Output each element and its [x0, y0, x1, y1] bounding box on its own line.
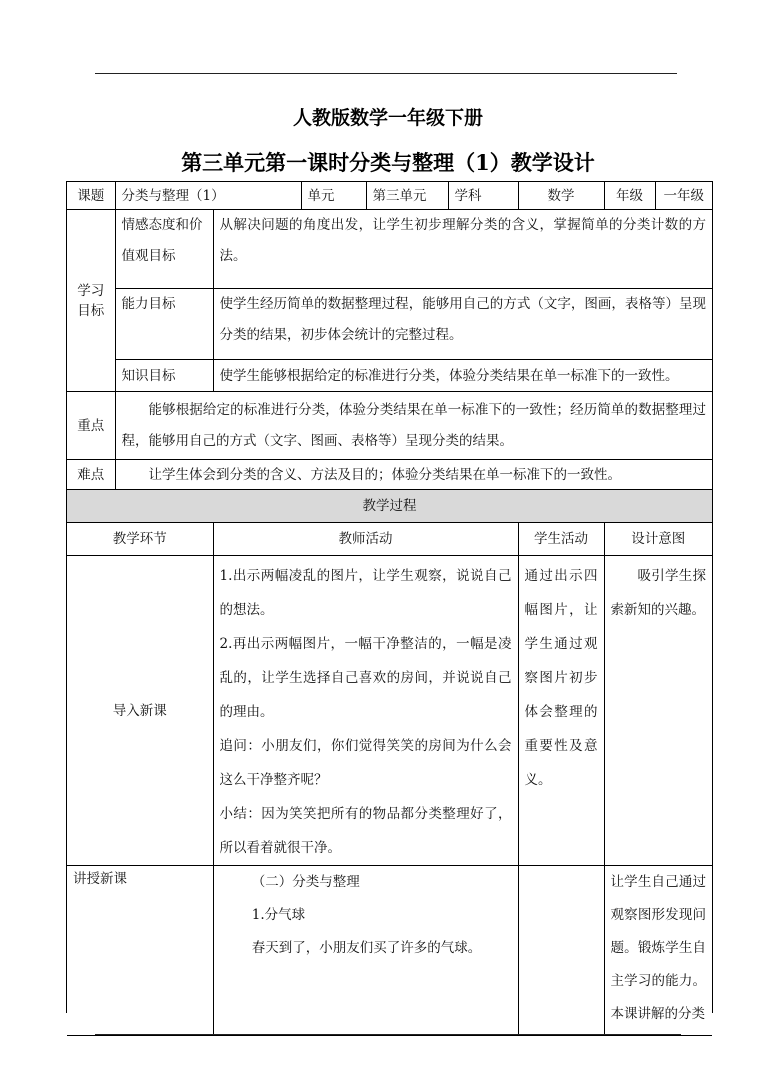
objective-text: 使学生能够根据给定的标准进行分类，体验分类结果在单一标准下的一致性。	[213, 360, 712, 392]
teacher-step: 追问：小朋友们，你们觉得笑笑的房间为什么会这么干净整齐呢？	[219, 738, 512, 788]
process-header-row	[67, 523, 712, 556]
objective-text: 使学生经历简单的数据整理过程，能够用自己的方式（文字，图画，表格等）呈现分类的结果，初步体会统计的完整过程。	[213, 289, 712, 360]
process-row	[67, 556, 712, 866]
objective-row	[67, 210, 712, 289]
page-subtitle: 第三单元第一课时分类与整理（1）教学设计	[181, 150, 595, 175]
page-title: 人教版数学一年级下册	[292, 107, 483, 129]
design-intent: 让学生自己通过观察图形发现问题。锻炼学生自主学习的能力。本课讲解的分类	[604, 866, 712, 1036]
student-activity	[518, 866, 604, 1036]
stage-cell: 讲授新课	[67, 866, 213, 1036]
teacher-step: 小结：因为笑笑把所有的物品都分类整理好了，所以看着就很干净。	[219, 806, 512, 856]
unit-label: 单元	[301, 182, 366, 210]
objective-name: 知识目标	[115, 360, 213, 392]
process-title: 教学过程	[67, 490, 712, 523]
key-point-row	[67, 392, 712, 460]
teacher-step: 1.分气球	[251, 907, 306, 923]
grade-label: 年级	[604, 182, 655, 210]
objective-row	[67, 289, 712, 360]
student-activity: 通过出示四幅图片，让学生通过观察图片初步体会整理的重要性及意义。	[518, 556, 604, 866]
difficulty-label: 难点	[67, 460, 115, 490]
objective-name: 能力目标	[115, 289, 213, 360]
key-point-label: 重点	[67, 392, 115, 460]
design-intent: 吸引学生探索新知的兴趣。	[604, 556, 712, 866]
objective-row	[67, 360, 712, 392]
teacher-step: 2.再出示两幅图片，一幅干净整洁的，一幅是凌乱的，让学生选择自己喜欢的房间，并说说自己的理由。	[219, 636, 512, 720]
grade-value: 一年级	[655, 182, 712, 210]
difficulty-text: 让学生体会到分类的含义、方法及目的；体验分类结果在单一标准下的一致性。	[115, 460, 712, 490]
stage-cell: 导入新课	[67, 556, 213, 866]
process-row	[67, 866, 712, 1036]
subject-label: 学科	[448, 182, 518, 210]
info-row	[67, 182, 712, 210]
objectives-label: 学习目标	[67, 210, 115, 392]
objective-text: 从解决问题的角度出发，让学生初步理解分类的含义，掌握简单的分类计数的方法。	[213, 210, 712, 289]
key-point-text: 能够根据给定的标准进行分类，体验分类结果在单一标准下的一致性；经历简单的数据整理过程，能够用自己的方式（文字、图画、表格等）呈现分类的结果。	[115, 392, 712, 460]
teacher-activity	[213, 866, 518, 1036]
teacher-step: 1.出示两幅凌乱的图片，让学生观察，说说自己的想法。	[219, 568, 512, 618]
topic-value: 分类与整理（1）	[115, 182, 301, 210]
teacher-step: 春天到了，小朋友们买了许多的气球。	[251, 940, 482, 956]
header-stage: 教学环节	[67, 523, 213, 556]
teacher-step: （二）分类与整理	[251, 874, 360, 890]
header-intent: 设计意图	[604, 523, 712, 556]
topic-label: 课题	[67, 182, 115, 210]
subject-value: 数学	[518, 182, 604, 210]
difficulty-row	[67, 460, 712, 490]
objective-name: 情感态度和价值观目标	[115, 210, 213, 289]
footer-rule	[95, 1034, 681, 1035]
header-teacher: 教师活动	[213, 523, 518, 556]
teacher-activity	[213, 556, 518, 866]
header-student: 学生活动	[518, 523, 604, 556]
process-title-row	[67, 490, 712, 523]
unit-value: 第三单元	[366, 182, 448, 210]
lesson-plan-table	[66, 181, 713, 1022]
header-rule	[95, 73, 677, 74]
